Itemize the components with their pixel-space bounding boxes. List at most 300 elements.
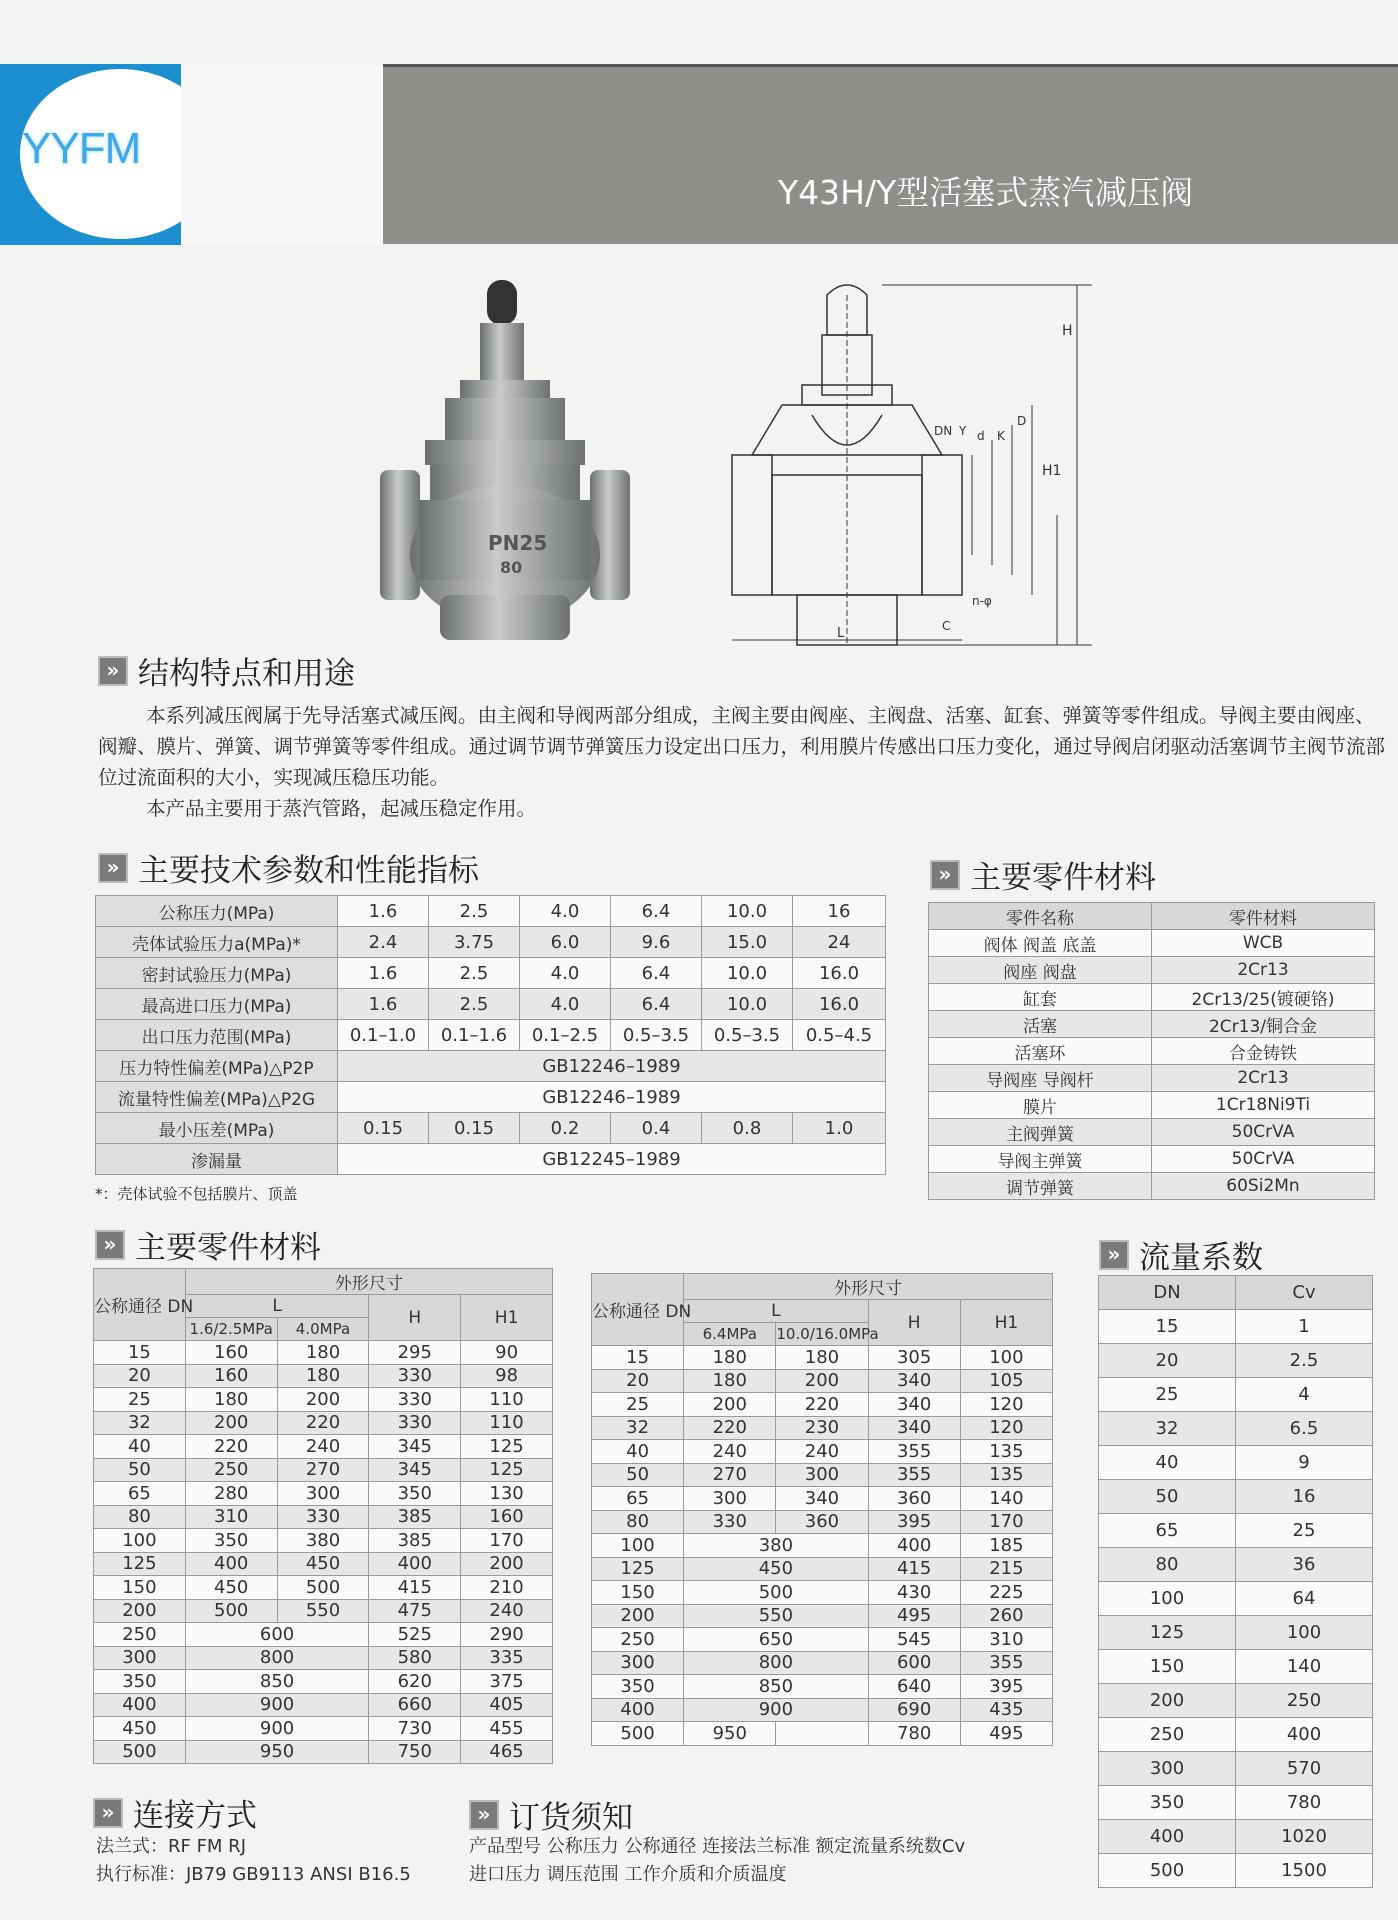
part-material: 50CrVA <box>1152 1119 1375 1146</box>
spec-value: 0.2 <box>520 1113 611 1144</box>
spec-value: 24 <box>793 927 886 958</box>
H1-value: 455 <box>461 1717 553 1741</box>
body-marking: PN25 <box>488 531 548 555</box>
L-value: 300 <box>684 1487 776 1511</box>
L-value: 850 <box>684 1675 868 1699</box>
spec-value: 0.1–1.6 <box>429 1020 520 1051</box>
H-value: 350 <box>369 1482 461 1506</box>
section-title: 主要技术参数和性能指标 <box>138 853 479 889</box>
column-header-H1: H1 <box>960 1300 1052 1346</box>
table-row <box>94 1505 553 1529</box>
cv-value: 36 <box>1236 1548 1373 1582</box>
H1-value: 110 <box>461 1388 553 1412</box>
header-band <box>383 64 1398 244</box>
dn-value: 350 <box>94 1670 186 1694</box>
connection-flange-types: 法兰式：RF FM RJ <box>96 1836 247 1857</box>
H-value: 495 <box>868 1604 960 1628</box>
double-chevron-icon: » <box>930 860 960 890</box>
table-row <box>929 984 1375 1011</box>
L-value: 310 <box>185 1505 277 1529</box>
L-value: 250 <box>185 1458 277 1482</box>
table-row <box>1099 1820 1373 1854</box>
L-value: 220 <box>185 1435 277 1459</box>
dim-label-K: K <box>997 429 1005 443</box>
L-value: 280 <box>185 1482 277 1506</box>
table-row <box>96 958 886 989</box>
spec-label: 壳体试验压力a(MPa)* <box>96 927 338 958</box>
dn-value: 50 <box>1099 1480 1236 1514</box>
spec-value: 10.0 <box>702 896 793 927</box>
spec-value: 0.5–4.5 <box>793 1020 886 1051</box>
spec-label: 压力特性偏差(MPa)△P2P <box>96 1051 338 1082</box>
table-row <box>96 1144 886 1175</box>
L-value: 180 <box>277 1364 369 1388</box>
spec-value: 0.5–3.5 <box>702 1020 793 1051</box>
dn-value: 32 <box>1099 1412 1236 1446</box>
table-row <box>94 1341 553 1365</box>
part-material: 2Cr13/25(镀硬铬) <box>1152 984 1375 1011</box>
spec-label: 流量特性偏差(MPa)△P2G <box>96 1082 338 1113</box>
cv-value: 1020 <box>1236 1820 1373 1854</box>
H-value: 780 <box>868 1722 960 1746</box>
L-value: 200 <box>185 1411 277 1435</box>
L-value: 450 <box>684 1557 868 1581</box>
H1-value: 90 <box>461 1341 553 1365</box>
part-name: 膜片 <box>929 1092 1152 1119</box>
table-row <box>94 1269 553 1295</box>
table-row <box>592 1463 1053 1487</box>
L-value: 550 <box>684 1604 868 1628</box>
dn-value: 300 <box>94 1646 186 1670</box>
column-header-L-pressure: 6.4MPa <box>684 1323 776 1346</box>
valve-cross-section-drawing <box>722 275 1102 655</box>
spec-label: 出口压力范围(MPa) <box>96 1020 338 1051</box>
table-row <box>94 1740 553 1764</box>
cv-value: 9 <box>1236 1446 1373 1480</box>
H1-value: 435 <box>960 1698 1052 1722</box>
specs-table <box>95 895 886 1175</box>
part-name: 阀体 阀盖 底盖 <box>929 930 1152 957</box>
table-row <box>929 930 1375 957</box>
H-value: 295 <box>369 1341 461 1365</box>
H-value: 330 <box>369 1364 461 1388</box>
spec-value: 10.0 <box>702 989 793 1020</box>
double-chevron-icon: » <box>93 1798 123 1828</box>
table-row <box>592 1722 1053 1746</box>
H1-value: 170 <box>960 1510 1052 1534</box>
part-name: 阀座 阀盘 <box>929 957 1152 984</box>
H1-value: 110 <box>461 1411 553 1435</box>
part-material: 50CrVA <box>1152 1146 1375 1173</box>
dn-value: 15 <box>1099 1310 1236 1344</box>
L-value: 500 <box>684 1581 868 1605</box>
dn-value: 500 <box>94 1740 186 1764</box>
dn-value: 15 <box>94 1341 186 1365</box>
H-value: 580 <box>369 1646 461 1670</box>
intro-paragraph: 本系列减压阀属于先导活塞式减压阀。由主阀和导阀两部分组成，主阀主要由阀座、主阀盘、活塞、缸套、弹簧等零件组成。导阀主要由阀座、阀瓣、膜片、弹簧、调节弹簧等零件组成。通过调节调节弹簧压力设定出口压力，利用膜片传感出口压力变化，通过导阀启闭驱动活塞调节主阀节流部位过流面积的大小，实现减压稳压功能。 <box>98 704 1386 789</box>
double-chevron-icon: » <box>95 1230 125 1260</box>
H1-value: 170 <box>461 1529 553 1553</box>
spec-value: 0.1–1.0 <box>338 1020 429 1051</box>
table-row <box>96 1082 886 1113</box>
dn-value: 50 <box>592 1463 684 1487</box>
H-value: 330 <box>369 1411 461 1435</box>
H-value: 620 <box>369 1670 461 1694</box>
spec-value: 6.4 <box>611 989 702 1020</box>
L-value: 850 <box>185 1670 369 1694</box>
table-row <box>96 1020 886 1051</box>
company-logo <box>0 64 181 245</box>
table-row <box>929 1011 1375 1038</box>
cv-value: 1 <box>1236 1310 1373 1344</box>
table-row <box>592 1393 1053 1417</box>
L-value: 600 <box>185 1623 369 1647</box>
table-row <box>1099 1582 1373 1616</box>
L-value: 240 <box>776 1440 868 1464</box>
table-row <box>96 989 886 1020</box>
H1-value: 355 <box>960 1651 1052 1675</box>
dn-value: 300 <box>592 1651 684 1675</box>
H1-value: 375 <box>461 1670 553 1694</box>
L-value: 220 <box>684 1416 776 1440</box>
cv-value: 16 <box>1236 1480 1373 1514</box>
L-value: 450 <box>277 1552 369 1576</box>
dim-label-D: D <box>1017 414 1027 428</box>
L-value: 180 <box>684 1369 776 1393</box>
table-row <box>1099 1276 1373 1310</box>
part-name: 活塞环 <box>929 1038 1152 1065</box>
part-material: 60Si2Mn <box>1152 1173 1375 1200</box>
H1-value: 405 <box>461 1693 553 1717</box>
table-row <box>592 1510 1053 1534</box>
logo-text: YYFM <box>22 124 141 173</box>
spec-value: 6.0 <box>520 927 611 958</box>
dn-value: 80 <box>94 1505 186 1529</box>
table-row <box>592 1487 1053 1511</box>
table-row <box>94 1717 553 1741</box>
H-value: 385 <box>369 1505 461 1529</box>
dn-value: 150 <box>94 1576 186 1600</box>
dn-value: 80 <box>1099 1548 1236 1582</box>
dn-value: 400 <box>592 1698 684 1722</box>
table-row <box>94 1646 553 1670</box>
spec-value: 1.0 <box>793 1113 886 1144</box>
H1-value: 395 <box>960 1675 1052 1699</box>
table-row <box>592 1628 1053 1652</box>
H-value: 660 <box>369 1693 461 1717</box>
dim-label-n-phi: n-φ <box>972 594 992 608</box>
H-value: 385 <box>369 1529 461 1553</box>
L-value: 230 <box>776 1416 868 1440</box>
L-value: 200 <box>684 1393 776 1417</box>
spec-value: 2.5 <box>429 896 520 927</box>
dn-value: 450 <box>94 1717 186 1741</box>
materials-table <box>928 902 1375 1200</box>
dn-value: 25 <box>1099 1378 1236 1412</box>
L-value: 240 <box>277 1435 369 1459</box>
L-value: 330 <box>684 1510 776 1534</box>
intro-text <box>98 700 1388 824</box>
table-row <box>94 1599 553 1623</box>
L-value: 450 <box>185 1576 277 1600</box>
part-name: 调节弹簧 <box>929 1173 1152 1200</box>
L-value: 950 <box>185 1740 369 1764</box>
L-value: 950 <box>684 1722 776 1746</box>
L-value: 300 <box>277 1482 369 1506</box>
L-value: 240 <box>684 1440 776 1464</box>
L-value: 500 <box>277 1576 369 1600</box>
table-row <box>1099 1548 1373 1582</box>
table-row <box>592 1369 1053 1393</box>
table-row <box>94 1482 553 1506</box>
H-value: 360 <box>868 1487 960 1511</box>
cv-value: 140 <box>1236 1650 1373 1684</box>
spec-value: 1.6 <box>338 896 429 927</box>
table-row <box>1099 1650 1373 1684</box>
H-value: 545 <box>868 1628 960 1652</box>
table-row <box>592 1274 1053 1300</box>
H1-value: 120 <box>960 1393 1052 1417</box>
spec-value: 0.4 <box>611 1113 702 1144</box>
dim-label-DN: DN <box>934 424 953 438</box>
L-value: 340 <box>776 1487 868 1511</box>
table-row <box>94 1435 553 1459</box>
H-value: 355 <box>868 1440 960 1464</box>
H1-value: 495 <box>960 1722 1052 1746</box>
H1-value: 200 <box>461 1552 553 1576</box>
L-value: 270 <box>684 1463 776 1487</box>
spec-value: 16 <box>793 896 886 927</box>
part-material: WCB <box>1152 930 1375 957</box>
dn-value: 250 <box>1099 1718 1236 1752</box>
spec-value: 2.4 <box>338 927 429 958</box>
H-value: 690 <box>868 1698 960 1722</box>
spec-value: 1.6 <box>338 958 429 989</box>
H1-value: 160 <box>461 1505 553 1529</box>
L-value <box>776 1722 868 1746</box>
L-value: 200 <box>277 1388 369 1412</box>
part-name: 活塞 <box>929 1011 1152 1038</box>
dn-value: 100 <box>1099 1582 1236 1616</box>
H1-value: 465 <box>461 1740 553 1764</box>
L-value: 360 <box>776 1510 868 1534</box>
H1-value: 185 <box>960 1534 1052 1558</box>
H1-value: 140 <box>960 1487 1052 1511</box>
table-row <box>1099 1786 1373 1820</box>
section-heading-specs <box>98 845 479 890</box>
L-value: 380 <box>277 1529 369 1553</box>
spec-value: 0.1–2.5 <box>520 1020 611 1051</box>
table-row <box>96 896 886 927</box>
spec-value: 2.5 <box>429 989 520 1020</box>
section-title: 订货须知 <box>509 1800 633 1836</box>
column-header-L-pressure: 4.0MPa <box>277 1318 369 1341</box>
table-row <box>592 1581 1053 1605</box>
dimensions-table-low-pressure <box>93 1268 553 1764</box>
spec-value: GB12245–1989 <box>338 1144 886 1175</box>
spec-value: 6.4 <box>611 958 702 989</box>
spec-value: 0.15 <box>338 1113 429 1144</box>
table-row <box>94 1670 553 1694</box>
table-row <box>1099 1378 1373 1412</box>
part-material: 1Cr18Ni9Ti <box>1152 1092 1375 1119</box>
part-material: 2Cr13 <box>1152 957 1375 984</box>
H1-value: 225 <box>960 1581 1052 1605</box>
spec-value: 0.5–3.5 <box>611 1020 702 1051</box>
column-header: DN <box>1099 1276 1236 1310</box>
spec-value: 16.0 <box>793 989 886 1020</box>
table-row <box>94 1529 553 1553</box>
column-header: Cv <box>1236 1276 1373 1310</box>
table-row <box>1099 1446 1373 1480</box>
dn-value: 200 <box>1099 1684 1236 1718</box>
table-row <box>96 927 886 958</box>
section-heading-materials <box>930 852 1156 897</box>
cv-value: 250 <box>1236 1684 1373 1718</box>
spec-value: GB12246–1989 <box>338 1082 886 1113</box>
double-chevron-icon: » <box>469 1800 499 1830</box>
dn-value: 400 <box>94 1693 186 1717</box>
L-value: 550 <box>277 1599 369 1623</box>
L-value: 180 <box>776 1346 868 1370</box>
spec-label: 最小压差(MPa) <box>96 1113 338 1144</box>
dn-value: 50 <box>94 1458 186 1482</box>
double-chevron-icon: » <box>98 656 128 686</box>
table-row <box>94 1458 553 1482</box>
section-heading-ordering <box>469 1792 633 1837</box>
H-value: 525 <box>369 1623 461 1647</box>
L-value: 900 <box>185 1717 369 1741</box>
table-row <box>1099 1310 1373 1344</box>
cv-value: 780 <box>1236 1786 1373 1820</box>
column-header-dn: 公称通径 DN <box>592 1274 684 1346</box>
table-row <box>592 1698 1053 1722</box>
connection-standards: 执行标准：JB79 GB9113 ANSI B16.5 <box>96 1864 411 1885</box>
table-row <box>1099 1616 1373 1650</box>
section-title: 结构特点和用途 <box>138 656 355 692</box>
H1-value: 130 <box>461 1482 553 1506</box>
double-chevron-icon: » <box>1099 1240 1129 1270</box>
H1-value: 210 <box>461 1576 553 1600</box>
column-header-H1: H1 <box>461 1295 553 1341</box>
H-value: 750 <box>369 1740 461 1764</box>
table-row <box>592 1651 1053 1675</box>
dn-value: 40 <box>94 1435 186 1459</box>
L-value: 220 <box>776 1393 868 1417</box>
table-row <box>592 1534 1053 1558</box>
H1-value: 135 <box>960 1440 1052 1464</box>
cv-value: 6.5 <box>1236 1412 1373 1446</box>
H-value: 345 <box>369 1458 461 1482</box>
table-row <box>929 1092 1375 1119</box>
valve-photo <box>380 275 630 655</box>
H-value: 340 <box>868 1393 960 1417</box>
spec-value: 16.0 <box>793 958 886 989</box>
dn-value: 65 <box>592 1487 684 1511</box>
L-value: 500 <box>185 1599 277 1623</box>
ordering-info-line: 产品型号 公称压力 公称通径 连接法兰标准 额定流量系统数Cv <box>469 1836 966 1857</box>
specs-footnote: *：壳体试验不包括膜片、顶盖 <box>95 1185 298 1203</box>
column-header-H: H <box>868 1300 960 1346</box>
L-value: 380 <box>684 1534 868 1558</box>
dn-value: 25 <box>94 1388 186 1412</box>
H-value: 395 <box>868 1510 960 1534</box>
page-title: Y43H/Y型活塞式蒸汽减压阀 <box>778 173 1194 212</box>
section-heading-dimensions <box>95 1222 321 1267</box>
L-value: 330 <box>277 1505 369 1529</box>
L-value: 400 <box>185 1552 277 1576</box>
dn-value: 125 <box>94 1552 186 1576</box>
L-value: 200 <box>776 1369 868 1393</box>
H-value: 600 <box>868 1651 960 1675</box>
column-header-L-pressure: 1.6/2.5MPa <box>185 1318 277 1341</box>
H-value: 415 <box>369 1576 461 1600</box>
dn-value: 400 <box>1099 1820 1236 1854</box>
table-row <box>94 1623 553 1647</box>
column-header: 零件名称 <box>929 903 1152 930</box>
H-value: 475 <box>369 1599 461 1623</box>
H1-value: 100 <box>960 1346 1052 1370</box>
cv-value: 570 <box>1236 1752 1373 1786</box>
section-heading-structure <box>98 648 355 693</box>
table-row <box>929 1065 1375 1092</box>
spec-value: 2.5 <box>429 958 520 989</box>
flow-coefficient-table <box>1098 1275 1373 1888</box>
table-row <box>1099 1514 1373 1548</box>
table-row <box>94 1388 553 1412</box>
spec-label: 渗漏量 <box>96 1144 338 1175</box>
H-value: 640 <box>868 1675 960 1699</box>
dn-value: 500 <box>1099 1854 1236 1888</box>
spec-label: 公称压力(MPa) <box>96 896 338 927</box>
column-header-L-pressure: 10.0/16.0MPa <box>776 1323 868 1346</box>
table-row <box>94 1552 553 1576</box>
L-value: 220 <box>277 1411 369 1435</box>
L-value: 300 <box>776 1463 868 1487</box>
dim-label-d: d <box>977 429 985 443</box>
column-header-H: H <box>369 1295 461 1341</box>
dn-value: 20 <box>1099 1344 1236 1378</box>
H-value: 730 <box>369 1717 461 1741</box>
H-value: 400 <box>369 1552 461 1576</box>
dn-value: 350 <box>1099 1786 1236 1820</box>
part-name: 导阀座 导阀杆 <box>929 1065 1152 1092</box>
table-row <box>929 1038 1375 1065</box>
L-value: 800 <box>684 1651 868 1675</box>
table-row <box>929 957 1375 984</box>
spec-value: 0.15 <box>429 1113 520 1144</box>
cv-value: 4 <box>1236 1378 1373 1412</box>
spec-value: 10.0 <box>702 958 793 989</box>
table-row <box>929 1146 1375 1173</box>
dn-value: 250 <box>592 1628 684 1652</box>
cv-value: 100 <box>1236 1616 1373 1650</box>
header-spacer <box>181 64 383 245</box>
size-marking: 80 <box>500 558 523 577</box>
H1-value: 310 <box>960 1628 1052 1652</box>
section-heading-connection <box>93 1790 257 1835</box>
intro-paragraph: 本产品主要用于蒸汽管路，起减压稳定作用。 <box>146 797 537 820</box>
dn-value: 40 <box>592 1440 684 1464</box>
L-value: 650 <box>684 1628 868 1652</box>
spec-label: 最高进口压力(MPa) <box>96 989 338 1020</box>
table-row <box>1099 1412 1373 1446</box>
spec-value: 0.8 <box>702 1113 793 1144</box>
cv-value: 1500 <box>1236 1854 1373 1888</box>
dn-value: 15 <box>592 1346 684 1370</box>
dn-value: 125 <box>1099 1616 1236 1650</box>
dn-value: 350 <box>592 1675 684 1699</box>
